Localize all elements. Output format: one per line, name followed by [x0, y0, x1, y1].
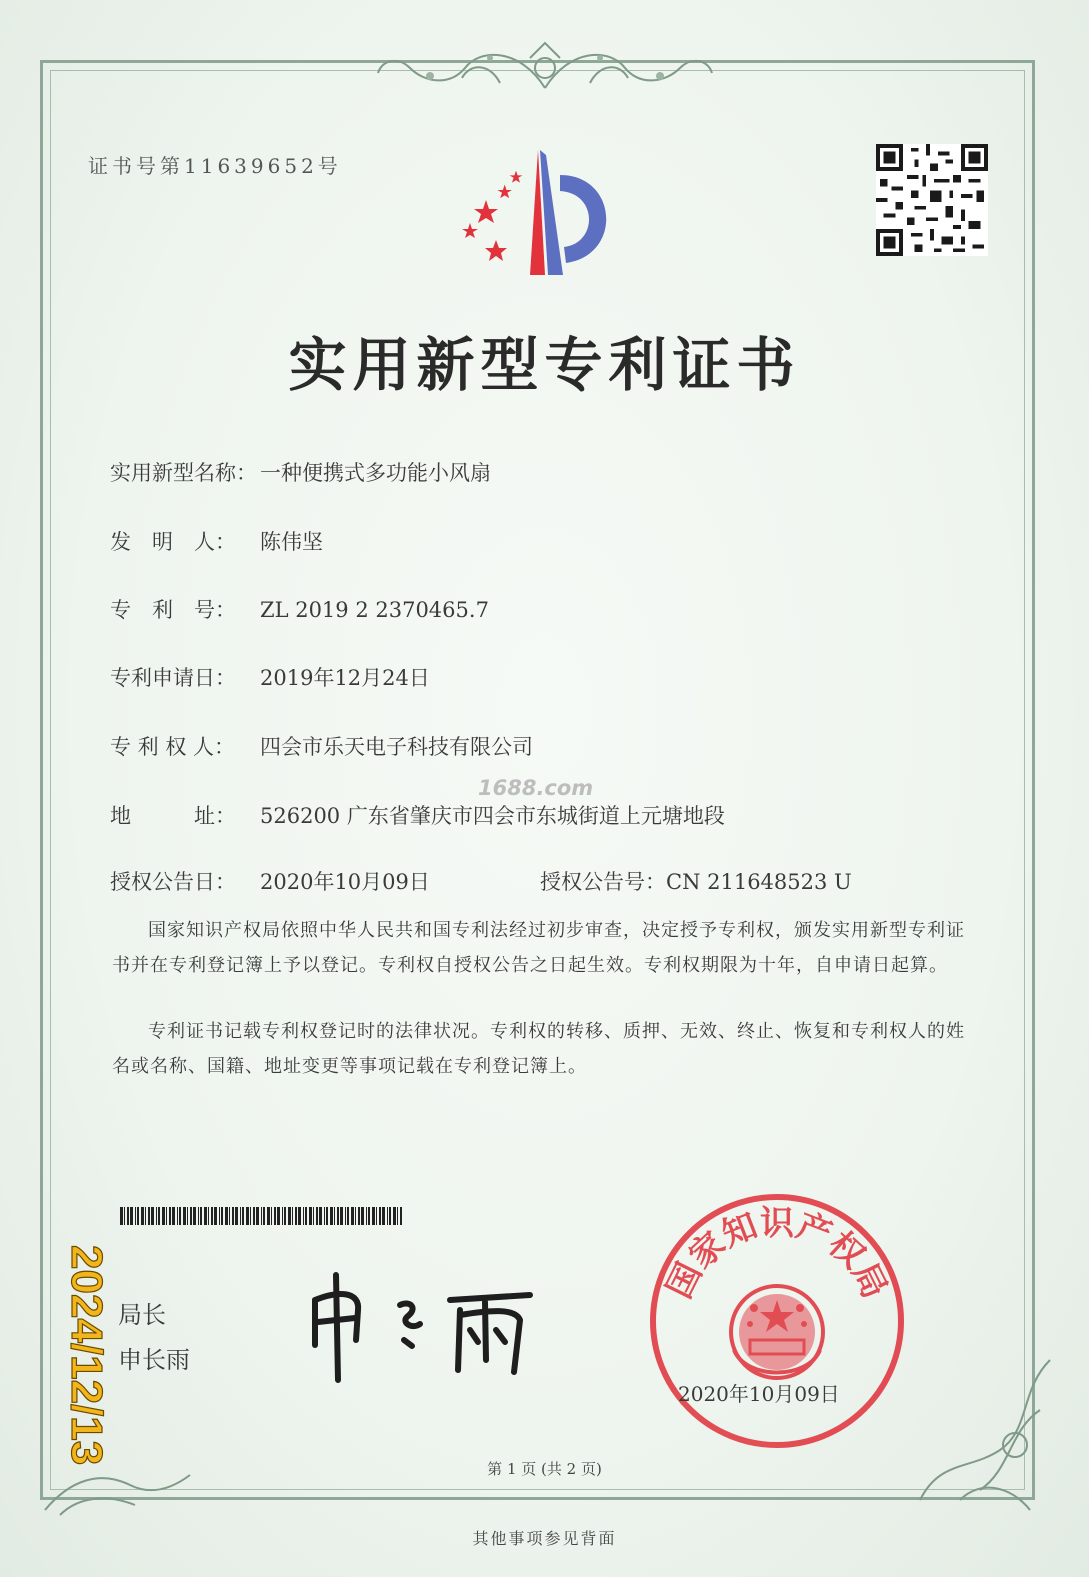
field-inventor — [110, 526, 323, 556]
field-value: 四会市乐天电子科技有限公司 — [260, 735, 533, 759]
official-seal-icon — [646, 1190, 908, 1452]
body-paragraph-1: 国家知识产权局依照中华人民共和国专利法经过初步审查，决定授予专利权，颁发实用新型专利证书并在专利登记簿上予以登记。专利权自授权公告之日起生效。专利权期限为十年，自申请日起算。 — [112, 920, 965, 976]
field-value: ZL 2019 2 2370465.7 — [260, 598, 489, 622]
barcode-icon — [120, 1207, 405, 1225]
field-label: 专 利 号： — [110, 598, 236, 622]
field-grant-date — [110, 866, 430, 896]
director-name: 申长雨 — [118, 1346, 190, 1374]
svg-text:国家知识产权局: 国家知识产权局 — [659, 1203, 895, 1305]
field-grant-number — [540, 866, 852, 896]
field-label: 授权公告日： — [110, 870, 236, 894]
field-address — [110, 800, 725, 830]
footer-note: 其他事项参见背面 — [472, 1529, 617, 1548]
field-label: 发 明 人： — [110, 530, 236, 554]
field-value: 2020年10月09日 — [260, 870, 430, 894]
field-utility-model-name — [110, 457, 491, 487]
qr-code-icon — [876, 144, 988, 256]
field-label: 地 址： — [110, 804, 236, 828]
watermark-text: 1688.com — [478, 776, 594, 800]
certificate-title: 实用新型专利证书 — [288, 331, 801, 399]
field-patent-number — [110, 594, 489, 624]
field-value: 陈伟坚 — [260, 530, 323, 554]
field-value: 2019年12月24日 — [260, 666, 430, 690]
body-paragraph-2: 专利证书记载专利权登记时的法律状况。专利权的转移、质押、无效、终止、恢复和专利权人的姓名或名称、国籍、地址变更等事项记载在专利登记簿上。 — [112, 1021, 965, 1077]
field-label: 授权公告号： — [540, 870, 666, 894]
photo-date-stamp — [60, 1240, 120, 1490]
certificate-number: 证书号第11639652号 — [88, 154, 342, 178]
field-value: 526200 广东省肇庆市四会市东城街道上元塘地段 — [260, 804, 725, 828]
patent-office-logo-icon — [448, 145, 638, 285]
field-value: 一种便携式多功能小风扇 — [260, 461, 491, 485]
field-value: CN 211648523 U — [666, 870, 852, 894]
field-patentee — [110, 731, 533, 761]
field-label: 专 利 权 人： — [110, 735, 236, 759]
top-ornament — [370, 38, 720, 98]
field-label: 专利申请日： — [110, 666, 236, 690]
director-title: 局长 — [118, 1301, 166, 1329]
svg-text:2024/12/13: 2024/12/13 — [62, 1245, 111, 1466]
page-indicator: 第 1 页 (共 2 页) — [487, 1460, 602, 1478]
field-filing-date — [110, 662, 430, 692]
field-label: 实用新型名称： — [110, 461, 257, 485]
seal-date: 2020年10月09日 — [678, 1382, 840, 1406]
handwritten-signature — [300, 1260, 550, 1390]
bottom-right-ornament — [900, 1350, 1060, 1520]
